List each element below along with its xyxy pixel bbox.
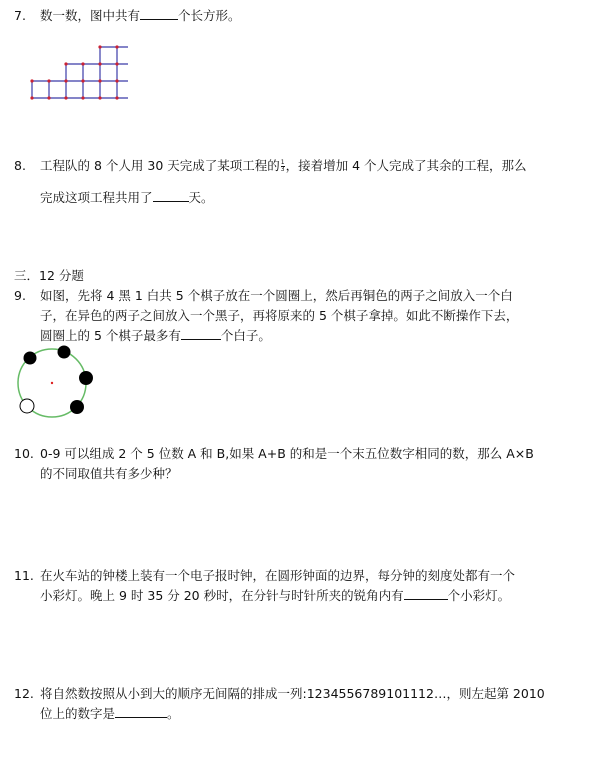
question-text: 工程队的 8 个人用 30 天完成了某项工程的 [40, 158, 280, 173]
question-number: 12. [14, 686, 34, 701]
grid-vertex [98, 62, 101, 65]
question-number: 8. [14, 158, 26, 173]
black-stone [58, 346, 71, 359]
grid-vertex [81, 96, 84, 99]
grid-vertex [47, 79, 50, 82]
grid-vertex [81, 62, 84, 65]
answer-blank [181, 327, 221, 340]
grid-vertex [47, 96, 50, 99]
fraction-denominator: 3 [280, 166, 285, 173]
question-text: 个白子。 [220, 328, 271, 343]
grid-vertex [98, 96, 101, 99]
question-text: 。 [167, 706, 180, 721]
white-stone [20, 399, 34, 413]
question-number: 11. [14, 568, 34, 583]
black-stone [70, 400, 84, 414]
answer-blank [153, 189, 189, 202]
grid-vertex [64, 62, 67, 65]
question-text: ，接着增加 4 个人完成了其余的工程，那么 [285, 158, 527, 173]
grid-vertex [81, 79, 84, 82]
question-text: 0-9 可以组成 2 个 5 位数 A 和 B,如果 A+B 的和是一个末五位数字相同的数，那么 A×B [40, 446, 534, 461]
question-text: 将自然数按照从小到大的顺序无间隔的排成一列:1234556789101112…，则左起第 2010 [40, 686, 545, 701]
question-text: 子，在异色的两子之间放入一个黑子，再将原来的 5 个棋子拿掉。如此不断操作下去， [40, 308, 519, 323]
question-text: 数一数，图中共有 [40, 8, 141, 23]
fraction [281, 160, 285, 173]
center-point [51, 382, 53, 384]
question-number: 9. [14, 288, 26, 303]
question-text: 圆圈上的 5 个棋子最多有 [40, 328, 181, 343]
grid-vertex [64, 79, 67, 82]
question-text: 的不同取值共有多少种？ [40, 466, 178, 481]
grid-vertex [64, 96, 67, 99]
question-text: 个长方形。 [178, 8, 241, 23]
question-number: 7. [14, 8, 26, 23]
grid-vertex [98, 45, 101, 48]
answer-blank [140, 7, 178, 20]
question-text: 完成这项工程共用了 [40, 190, 153, 205]
grid-vertex [115, 45, 118, 48]
question-text: 位上的数字是 [40, 706, 116, 721]
question-number: 10. [14, 446, 34, 461]
staircase-rectangle-figure [28, 36, 128, 106]
grid-vertex [115, 96, 118, 99]
question-text: 如图，先将 4 黑 1 白共 5 个棋子放在一个圆圈上，然后再铜色的两子之间放入一个白 [40, 288, 513, 303]
circle-stones-figure [12, 345, 102, 425]
grid-vertex [98, 79, 101, 82]
section-heading: 三．12 分题 [14, 268, 84, 283]
grid-vertex [115, 79, 118, 82]
black-stone [79, 371, 93, 385]
question-text: 个小彩灯。 [447, 588, 511, 603]
fraction-numerator: 1 [280, 159, 285, 166]
answer-blank [115, 705, 167, 718]
grid-vertex [30, 79, 33, 82]
question-text: 天。 [188, 190, 214, 205]
question-text: 在火车站的钟楼上装有一个电子报时钟，在圆形钟面的边界，每分钟的刻度处都有一个 [40, 568, 516, 583]
grid-vertex [30, 96, 33, 99]
black-stone [24, 352, 37, 365]
answer-blank [404, 587, 448, 600]
question-text: 小彩灯。晚上 9 时 35 分 20 秒时，在分针与时针所夹的锐角内有 [40, 588, 404, 603]
grid-vertex [115, 62, 118, 65]
